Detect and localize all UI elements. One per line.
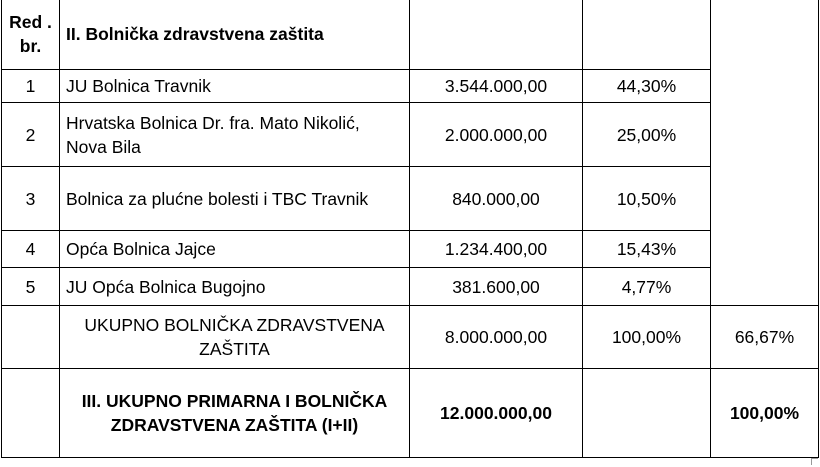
amount-cell: 1.234.400,00 xyxy=(410,231,583,268)
amount-cell: 840.000,00 xyxy=(410,167,583,231)
institution-name: Hrvatska Bolnica Dr. fra. Mato Nikolić, Nova Bila xyxy=(60,103,410,167)
row-number: 5 xyxy=(2,268,60,306)
merged-empty-cell xyxy=(711,70,819,306)
subtotal-amount: 8.000.000,00 xyxy=(410,306,583,369)
header-empty-cell xyxy=(410,0,583,70)
header-empty-cell xyxy=(583,0,711,70)
percent-cell: 15,43% xyxy=(583,231,711,268)
header-red-br: Red . br. xyxy=(2,0,60,70)
percent-cell: 25,00% xyxy=(583,103,711,167)
table-row xyxy=(2,167,819,231)
institution-name: Opća Bolnica Jajce xyxy=(60,231,410,268)
subtotal-share: 66,67% xyxy=(711,306,819,369)
percent-cell: 10,50% xyxy=(583,167,711,231)
table-row xyxy=(2,268,819,306)
table-row xyxy=(2,231,819,268)
subtotal-label: UKUPNO BOLNIČKA ZDRAVSTVENA ZAŠTITA xyxy=(60,306,410,369)
row-number: 1 xyxy=(2,70,60,103)
institution-name: Bolnica za plućne bolesti i TBC Travnik xyxy=(60,167,410,231)
table-row xyxy=(2,70,819,103)
percent-cell: 44,30% xyxy=(583,70,711,103)
institution-name: JU Bolnica Travnik xyxy=(60,70,410,103)
table-header-row xyxy=(2,0,819,70)
header-empty-cell xyxy=(711,0,819,70)
amount-cell: 381.600,00 xyxy=(410,268,583,306)
amount-cell: 3.544.000,00 xyxy=(410,70,583,103)
table-row xyxy=(2,103,819,167)
institution-name: JU Opća Bolnica Bugojno xyxy=(60,268,410,306)
total-label: III. UKUPNO PRIMARNA I BOLNIČKA ZDRAVSTVENA ZAŠTITA (I+II) xyxy=(60,369,410,458)
row-number: 2 xyxy=(2,103,60,167)
subtotal-percent: 100,00% xyxy=(583,306,711,369)
subtotal-row xyxy=(2,306,819,369)
amount-cell: 2.000.000,00 xyxy=(410,103,583,167)
total-amount: 12.000.000,00 xyxy=(410,369,583,458)
total-empty-num xyxy=(2,369,60,458)
row-number: 4 xyxy=(2,231,60,268)
subtotal-empty-num xyxy=(2,306,60,369)
total-share: 100,00% xyxy=(711,369,819,458)
total-percent xyxy=(583,369,711,458)
row-number: 3 xyxy=(2,167,60,231)
total-row xyxy=(2,369,819,458)
hospital-budget-table xyxy=(1,0,819,458)
section-title: II. Bolnička zdravstvena zaštita xyxy=(60,0,410,70)
page-corner-mark xyxy=(811,458,818,465)
percent-cell: 4,77% xyxy=(583,268,711,306)
